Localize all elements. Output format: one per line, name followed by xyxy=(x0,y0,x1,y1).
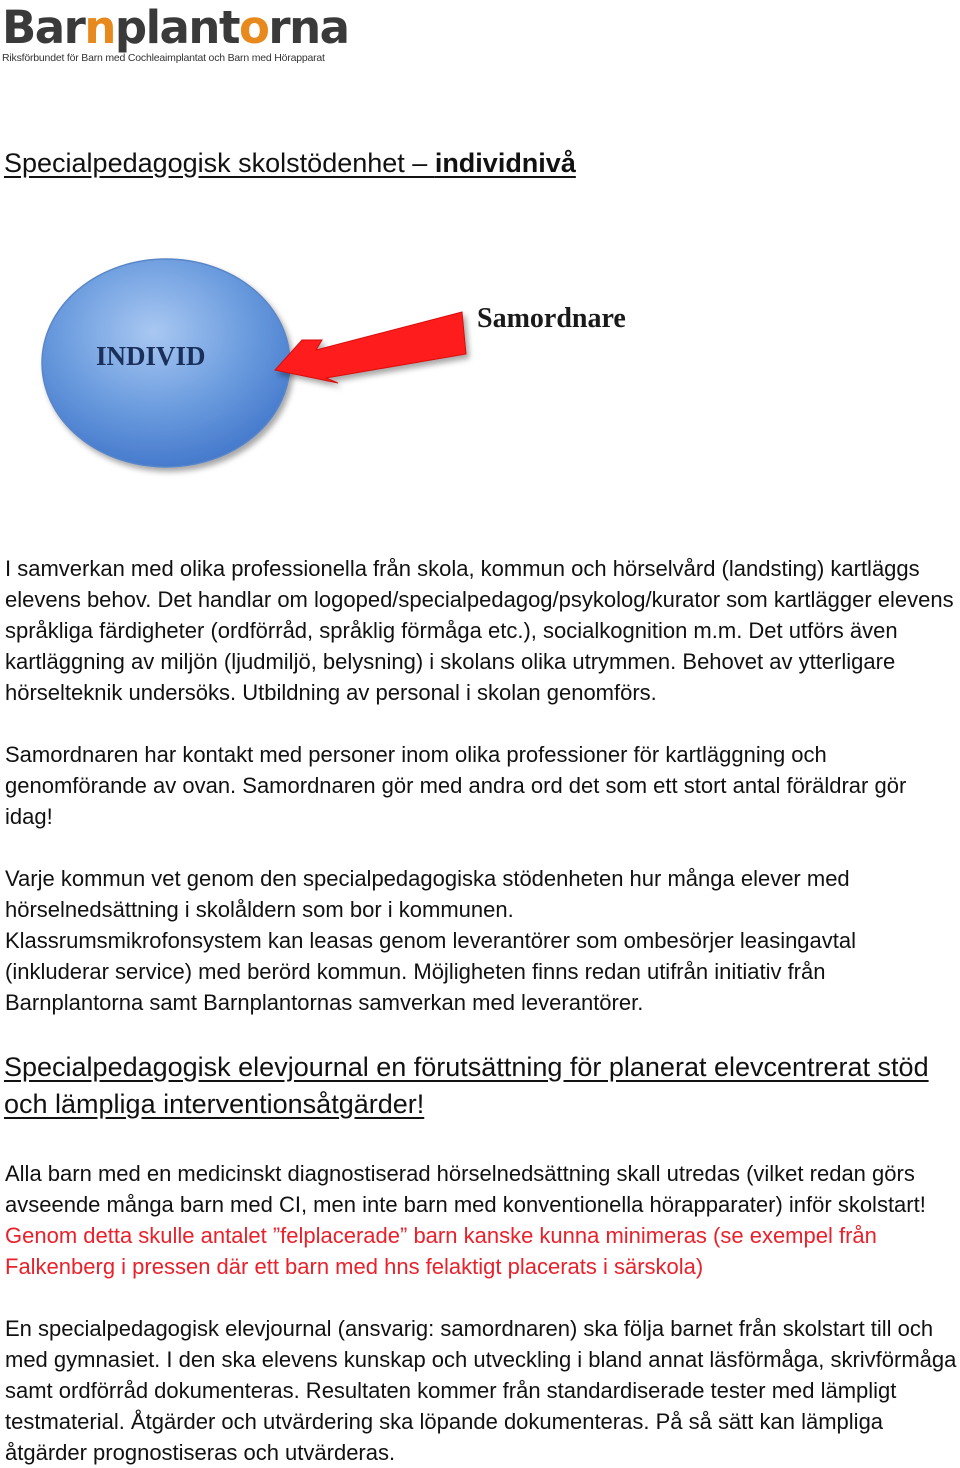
paragraph-text: I samverkan med olika professionella från skola, kommun och hörselvård (landsting) kartläggs elevens behov. Det handlar om logoped/specialpedagog/psykolog/kurator som kartlägger elevens språkliga färdigheter (ordförråd, språklig förmåga etc.), socialkognition m.m. Det utförs även kartläggning av miljön (ljudmiljö, belysning) i skolans olika utrymmen. Behovet av ytterligare hörselteknik undersöks. Utbildning av personal i skolan genomförs. xyxy=(5,556,954,705)
paragraph-utredning xyxy=(5,1158,960,1282)
paragraph-kommun xyxy=(5,863,960,1018)
page-title-prefix: Specialpedagogisk skolstödenhet – xyxy=(4,148,435,178)
paragraph-elevjournal xyxy=(5,1313,960,1468)
logo-text-part: plant xyxy=(114,1,239,54)
paragraph-samordnaren xyxy=(5,739,960,832)
logo xyxy=(2,1,349,64)
logo-tagline: Riksförbundet för Barn med Cochleaimplantat och Barn med Hörapparat xyxy=(2,52,325,64)
paragraph-text: En specialpedagogisk elevjournal (ansvarig: samordnaren) ska följa barnet från skolstart till och med gymnasiet. I den ska elevens kunskap och utveckling i bland annat läsförmåga, skrivförmåga samt ordförråd dokumenteras. Resultaten kommer från standardiserade tester med lämpligt testmaterial. Åtgärder och utvärdering ska löpande dokumenteras. På så sätt kan lämpliga åtgärder prognostiseras och utvärderas. xyxy=(5,1316,957,1465)
paragraph-text: Varje kommun vet genom den specialpedagogiska stödenheten hur många elever med hörselnedsättning i skolåldern som bor i kommunen. xyxy=(5,866,850,922)
logo-text-part: rna xyxy=(268,1,349,54)
paragraph-text: Alla barn med en medicinskt diagnostiserad hörselnedsättning skall utredas (vilket redan görs avseende många barn med CI, men inte barn med konventionella hörapparater) inför skolstart! xyxy=(5,1161,926,1217)
logo-text-accent: n xyxy=(84,1,115,54)
paragraph-text: Klassrumsmikrofonsystem kan leasas genom leverantörer som ombesörjer leasingavtal (inkluderar service) med berörd kommun. Möjligheten finns redan utifrån initiativ från Barnplantorna samt Barnplantornas samverkan med leverantörer. xyxy=(5,928,857,1015)
arrow-shape xyxy=(275,312,466,383)
logo-wordmark xyxy=(2,1,349,54)
samordnare-label: Samordnare xyxy=(477,303,626,334)
logo-text-part: Bar xyxy=(2,1,85,54)
section-heading-elevjournal: Specialpedagogisk elevjournal en förutsättning för planerat elevcentrerat stöd och lämpliga interventionsåtgärder! xyxy=(4,1052,929,1119)
page-title-bold: individnivå xyxy=(434,148,576,178)
logo-text-accent: o xyxy=(238,1,269,54)
page-title xyxy=(4,146,576,180)
individ-label: INDIVID xyxy=(96,341,206,371)
paragraph-kartlaggning xyxy=(5,553,960,708)
paragraph-text: Samordnaren har kontakt med personer inom olika professioner för kartläggning och genomförande av ovan. Samordnaren gör med andra ord det som ett stort antal föräldrar gör idag! xyxy=(5,742,907,829)
highlighted-text: Genom detta skulle antalet ”felplacerade” barn kanske kunna minimeras (se exempel från Falkenberg i pressen där ett barn med hns felaktigt placerats i särskola) xyxy=(5,1223,877,1279)
